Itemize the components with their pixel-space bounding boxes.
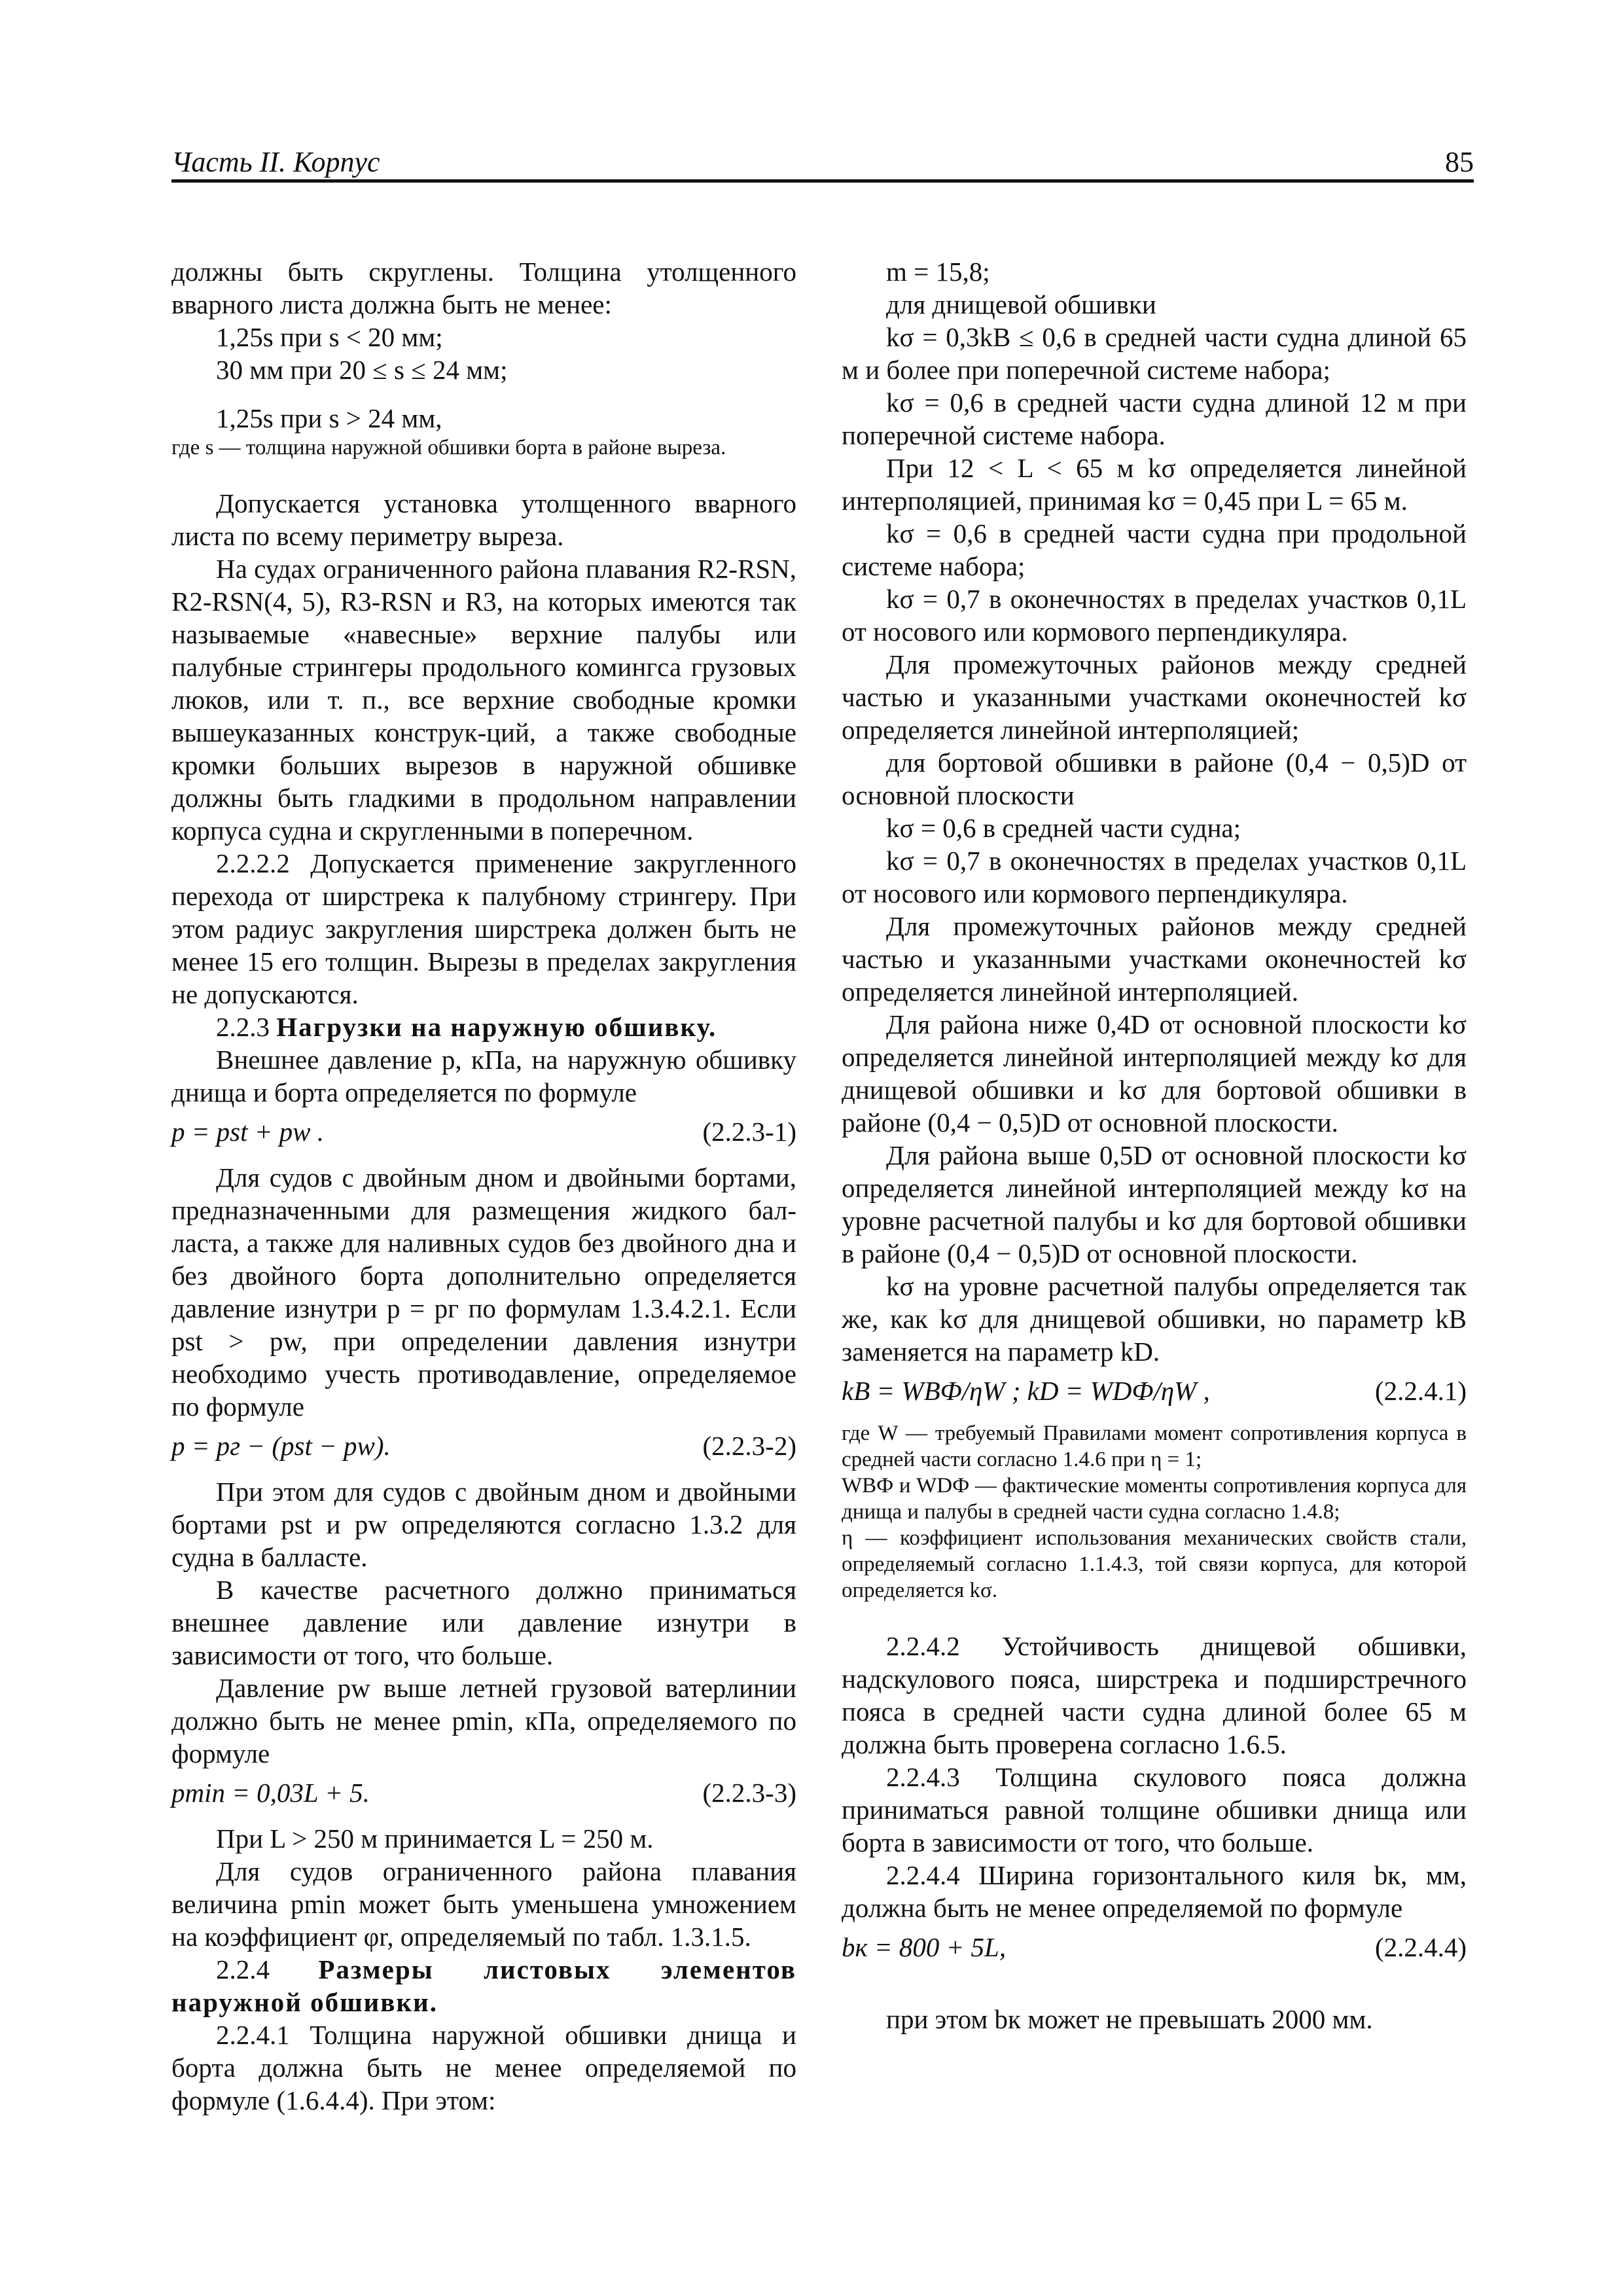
paragraph: 2.2.4.3 Толщина скулового пояса должна приниматься равной толщине обшивки днища или борта в зависимости от того, что больше. [842, 1762, 1467, 1857]
page-header [171, 145, 1474, 182]
paragraph: при этом bк может не превышать 2000 мм. [886, 2004, 1373, 2034]
formula-expression: p = pг − (pst − pw). [171, 1431, 391, 1461]
condition-line: 1,25s при s > 24 мм, [216, 403, 442, 433]
note-text: WBФ и WDФ — фактические моменты сопротивления корпуса для днища и палубы в средней части судна согласно 1.4.8; [842, 1474, 1467, 1524]
formula-number: (2.2.4.1) [1374, 1376, 1467, 1406]
paragraph: На судах ограниченного района плавания R2-RSN, R2-RSN(4, 5), R3-RSN и R3, на которых имеются так называемые «навесные» верхние палубы или палубные стрингеры продольного комингса грузовых люков, или т. п., все верхние свободные кромки вышеуказанных конструк-ций, а также свободные кромки больших вырезов в наружной обшивке должны быть гладкими в продольном направлении корпуса судна и скругленными в поперечном. [171, 554, 796, 846]
formula [842, 1374, 1467, 1414]
note-text: где W — требуемый Правилами момент сопротивления корпуса в средней части согласно 1.4.6 при η = 1; [842, 1422, 1467, 1471]
formula-number: (2.2.3-3) [702, 1778, 796, 1808]
formula-number: (2.2.3-2) [702, 1431, 796, 1461]
formula [171, 1776, 796, 1816]
paragraph: kσ на уровне расчетной палубы определяется так же, как kσ для днищевой обшивки, но параметр kB заменяется на параметр kD. [842, 1271, 1467, 1367]
paragraph: 2.2.4.4 Ширина горизонтального киля bк, мм, должна быть не менее определяемой по формуле [842, 1860, 1467, 1923]
formula-expression: pmin = 0,03L + 5. [171, 1778, 370, 1808]
paragraph: kσ = 0,7 в оконечностях в пределах участков 0,1L от носового или кормового перпендикуляра. [842, 846, 1467, 908]
paragraph: kσ = 0,6 в средней части судна; [886, 813, 1241, 843]
section-title: Размеры листовых элементов наружной обшивки. [171, 1954, 797, 2017]
header-rule [171, 179, 1474, 183]
condition-line: 30 мм при 20 ≤ s ≤ 24 мм; [216, 355, 508, 385]
paragraph: Допускается установка утолщенного вварного листа по всему периметру выреза. [171, 488, 796, 551]
paragraph: kσ = 0,6 в средней части судна длиной 12 м при поперечной системе набора. [842, 387, 1467, 450]
section-title: Нагрузки на наружную обшивку. [276, 1012, 717, 1042]
paragraph: Давление pw выше летней грузовой ватерлинии должно быть не менее pmin, кПа, определяемого по формуле [171, 1673, 796, 1768]
page-number: 85 [1445, 146, 1474, 178]
right-column [842, 255, 1467, 2036]
paragraph: kσ = 0,6 в средней части судна при продольной системе набора; [842, 518, 1467, 581]
formula-expression: kB = WBФ/ηW ; kD = WDФ/ηW , [842, 1376, 1210, 1406]
formula [171, 1115, 796, 1155]
paragraph: При L > 250 м принимается L = 250 м. [216, 1823, 654, 1854]
formula-number: (2.2.3-1) [702, 1117, 796, 1147]
section-heading [171, 1011, 796, 1043]
formula-expression: p = pst + pw . [171, 1117, 325, 1147]
paragraph: 2.2.4.1 Толщина наружной обшивки днища и борта должна быть не менее определяемой по формуле (1.6.4.4). При этом: [171, 2020, 796, 2115]
paragraph: При этом для судов с двойным дном и двойными бортами pst и pw определяются согласно 1.3.2 для судна в балласте. [171, 1477, 796, 1572]
paragraph: В качестве расчетного должно приниматься внешнее давление или давление изнутри в зависимости от того, что больше. [171, 1575, 796, 1670]
formula-number: (2.2.4.4) [1374, 1932, 1467, 1962]
paragraph: Для судов ограниченного района плавания величина pmin может быть уменьшена умножением на коэффициент φr, определяемый по табл. 1.3.1.5. [171, 1856, 796, 1952]
paragraph: 2.2.4.2 Устойчивость днищевой обшивки, надскулового пояса, ширстрека и подширстречного пояса в средней части судна длиной более 65 м должна быть проверена согласно 1.6.5. [842, 1631, 1467, 1759]
paragraph: Для района выше 0,5D от основной плоскости kσ определяется линейной интерполяцией между kσ на уровне расчетной палубы и kσ для бортовой обшивки в районе (0,4 − 0,5)D от основной плоскости. [842, 1140, 1467, 1268]
paragraph: для днищевой обшивки [886, 289, 1156, 319]
section-number: 2.2.4 [216, 1954, 270, 1984]
paragraph: должны быть скруглены. Толщина утолщенного вварного листа должна быть не менее: [171, 257, 796, 319]
paragraph: При 12 < L < 65 м kσ определяется линейной интерполяцией, принимая kσ = 0,45 при L = 65 м. [842, 453, 1467, 516]
note-text: η — коэффициент использования механических свойств стали, определяемый согласно 1.1.4.3, той связи корпуса, для которой определяется kσ. [842, 1526, 1467, 1602]
footnote [171, 435, 796, 461]
formula-expression: bк = 800 + 5L, [842, 1932, 1007, 1962]
paragraph: Для судов с двойным дном и двойными бортами, предназначенными для размещения жидкого бал-ласта, а также для наливных судов без двойного дна и без двойного борта дополнительно определяется давление изнутри p = pг по формулам 1.3.4.2.1. Если pst > pw, при определении давления изнутри необходимо учесть противодавление, определяемое по формуле [171, 1162, 796, 1422]
running-title: Часть II. Корпус [171, 146, 380, 178]
paragraph: kσ = 0,7 в оконечностях в пределах участков 0,1L от носового или кормового перпендикуляра. [842, 584, 1467, 647]
formula [171, 1429, 796, 1469]
left-column [171, 255, 796, 2117]
formula-notes [842, 1420, 1467, 1604]
paragraph: Для промежуточных районов между средней частью и указанными участками оконечностей kσ определяется линейной интерполяцией; [842, 649, 1467, 745]
paragraph: для бортовой обшивки в районе (0,4 − 0,5)D от основной плоскости [842, 747, 1467, 810]
paragraph: m = 15,8; [886, 257, 990, 287]
note-text: где s — толщина наружной обшивки борта в районе выреза. [171, 436, 726, 459]
formula [842, 1931, 1467, 1970]
paragraph: kσ = 0,3kB ≤ 0,6 в средней части судна длиной 65 м и более при поперечной системе набора; [842, 322, 1467, 385]
paragraph: Для района ниже 0,4D от основной плоскости kσ определяется линейной интерполяцией между kσ для днищевой обшивки и kσ для бортовой обшивки в районе (0,4 − 0,5)D от основной плоскости. [842, 1009, 1467, 1138]
paragraph: Для промежуточных районов между средней частью и указанными участками оконечностей kσ определяется линейной интерполяцией. [842, 911, 1467, 1007]
condition-line: 1,25s при s < 20 мм; [216, 322, 443, 352]
paragraph: 2.2.2.2 Допускается применение закругленного перехода от ширстрека к палубному стрингеру. При этом радиус закругления ширстрека должен быть не менее 15 его толщин. Вырезы в пределах закругления не допускаются. [171, 848, 796, 1009]
paragraph: Внешнее давление p, кПа, на наружную обшивку днища и борта определяется по формуле [171, 1045, 796, 1107]
section-heading [171, 1953, 796, 2018]
section-number: 2.2.3 [216, 1012, 270, 1042]
